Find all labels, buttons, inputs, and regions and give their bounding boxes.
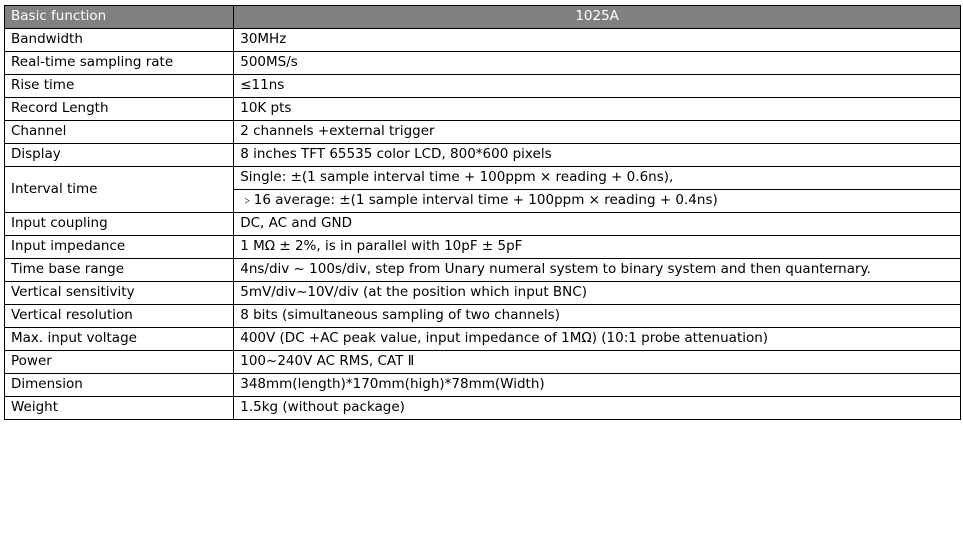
row-value: 2 channels +external trigger (234, 121, 961, 144)
row-value: 4ns/div ~ 100s/div, step from Unary numeral system to binary system and then quanternary. (234, 259, 961, 282)
row-label: Record Length (5, 98, 234, 121)
row-value: 8 bits (simultaneous sampling of two channels) (234, 305, 961, 328)
row-value: 1 MΩ ± 2%, is in parallel with 10pF ± 5pF (234, 236, 961, 259)
row-value: 8 inches TFT 65535 color LCD, 800*600 pixels (234, 144, 961, 167)
row-label: Input coupling (5, 213, 234, 236)
row-value: 5mV/div~10V/div (at the position which input BNC) (234, 282, 961, 305)
table-row (5, 351, 961, 374)
row-value: 100~240V AC RMS, CAT Ⅱ (234, 351, 961, 374)
table-row (5, 52, 961, 75)
table-row (5, 144, 961, 167)
row-label: Rise time (5, 75, 234, 98)
row-label: Max. input voltage (5, 328, 234, 351)
row-label: Real-time sampling rate (5, 52, 234, 75)
row-label: Channel (5, 121, 234, 144)
row-value: 348mm(length)*170mm(high)*78mm(Width) (234, 374, 961, 397)
row-value: ≤11ns (234, 75, 961, 98)
header-cell-model: 1025A (234, 6, 961, 29)
table-row (5, 397, 961, 420)
row-label: Dimension (5, 374, 234, 397)
row-value: 500MS/s (234, 52, 961, 75)
table-row (5, 75, 961, 98)
table-row (5, 305, 961, 328)
table-row (5, 259, 961, 282)
table-row (5, 282, 961, 305)
row-value: DC, AC and GND (234, 213, 961, 236)
row-value: 1.5kg (without package) (234, 397, 961, 420)
row-label: Input impedance (5, 236, 234, 259)
row-label: Time base range (5, 259, 234, 282)
row-label: Interval time (5, 167, 234, 213)
row-value-line-2: ﹥16 average: ±(1 sample interval time + 100ppm × reading + 0.4ns) (234, 190, 961, 213)
table-header-row (5, 6, 961, 29)
row-label: Power (5, 351, 234, 374)
header-cell-category: Basic function (5, 6, 234, 29)
specification-table (4, 5, 961, 420)
table-row (5, 213, 961, 236)
table-row-interval-time-1 (5, 167, 961, 190)
row-label: Display (5, 144, 234, 167)
table-row (5, 121, 961, 144)
row-label: Vertical resolution (5, 305, 234, 328)
row-label: Vertical sensitivity (5, 282, 234, 305)
table-row (5, 236, 961, 259)
table-row (5, 328, 961, 351)
table-row (5, 98, 961, 121)
table-row (5, 29, 961, 52)
row-label: Bandwidth (5, 29, 234, 52)
row-label: Weight (5, 397, 234, 420)
row-value-line-1: Single: ±(1 sample interval time + 100ppm × reading + 0.6ns), (234, 167, 961, 190)
row-value: 30MHz (234, 29, 961, 52)
row-value: 400V (DC +AC peak value, input impedance of 1MΩ) (10:1 probe attenuation) (234, 328, 961, 351)
row-value: 10K pts (234, 98, 961, 121)
table-row (5, 374, 961, 397)
